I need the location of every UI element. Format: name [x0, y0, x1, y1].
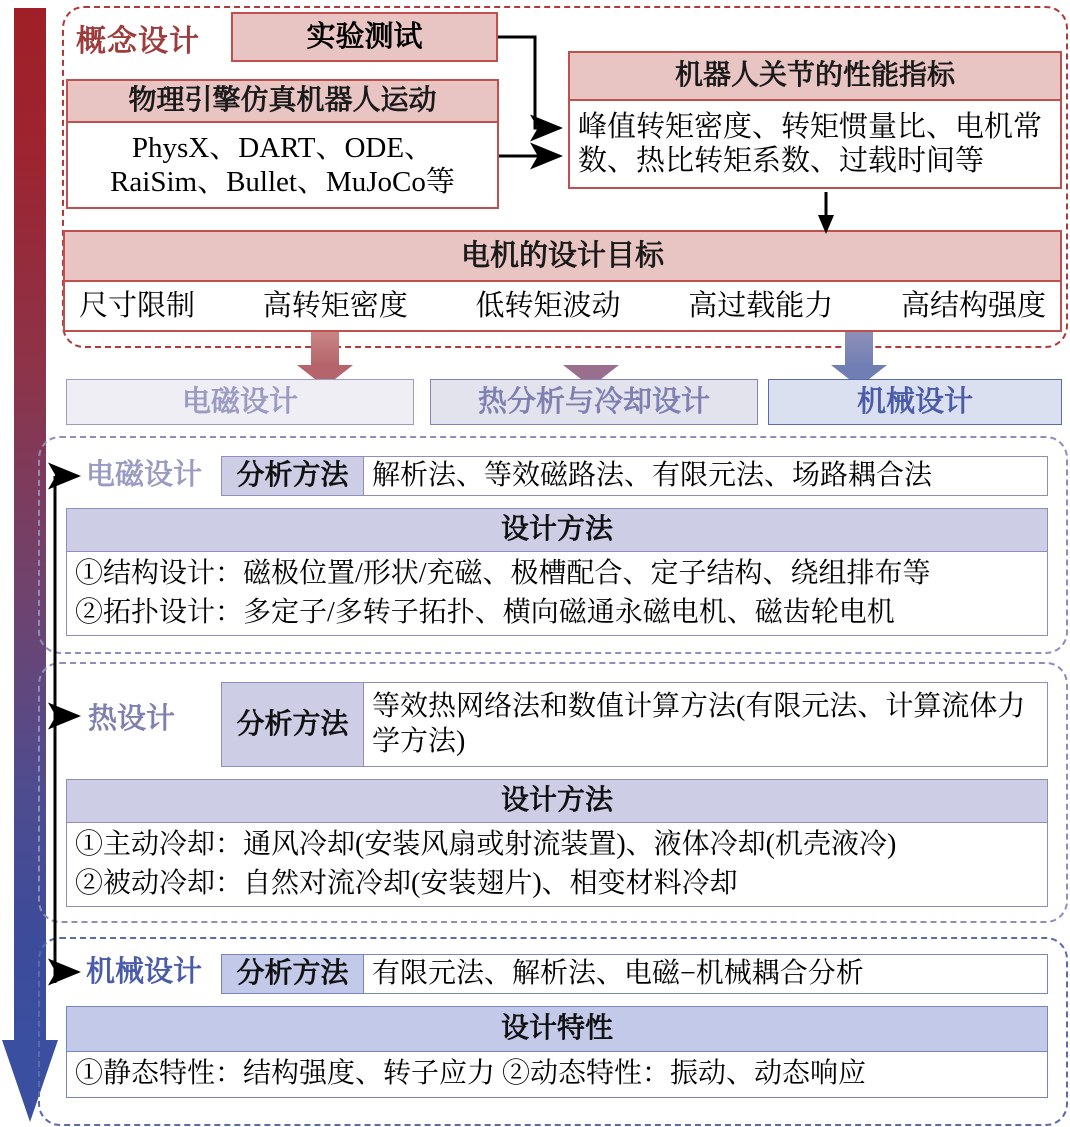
physics-engine-header: 物理引擎仿真机器人运动 — [68, 81, 497, 123]
design-method-header-electromagnetic: 设计方法 — [67, 509, 1047, 552]
motor-design-goal-box — [63, 230, 1062, 332]
design-method-lines-electromagnetic — [67, 552, 1047, 635]
stage-arrow-mechanical — [831, 332, 887, 382]
physics-engine-body: PhysX、DART、ODE、RaiSim、Bullet、MuJoCo等 — [110, 131, 455, 198]
analysis-method-label-mechanical: 分析方法 — [221, 954, 364, 994]
joint-metrics-box — [568, 51, 1062, 189]
design-method-line: ①结构设计：磁极位置/形状/充磁、极槽配合、定子结构、绕组排布等 — [75, 558, 931, 589]
section-label-mechanical: 机械设计 — [86, 956, 203, 988]
analysis-method-text-mechanical: 有限元法、解析法、电磁−机械耦合分析 — [364, 954, 1048, 994]
design-characteristics-lines-mechanical — [67, 1052, 1047, 1097]
motor-design-goal-items — [65, 282, 1060, 330]
design-method-line: ①主动冷却：通风冷却(安装风扇或射流装置)、液体冷却(机壳液冷) — [75, 829, 897, 860]
analysis-method-label-electromagnetic: 分析方法 — [221, 456, 364, 496]
design-goal-item: 高转矩密度 — [262, 289, 408, 322]
design-goal-item: 低转矩波动 — [475, 289, 621, 322]
design-method-box-thermal — [66, 779, 1048, 907]
stage-chip-electromagnetic[interactable]: 电磁设计 — [66, 379, 414, 425]
design-method-header-thermal: 设计方法 — [67, 780, 1047, 823]
section-label-electromagnetic: 电磁设计 — [86, 459, 203, 491]
analysis-method-label-thermal: 分析方法 — [221, 682, 364, 767]
joint-metrics-body: 峰值转矩密度、转矩惯量比、电机常数、热比转矩系数、过载时间等 — [578, 110, 1043, 177]
physics-engine-box — [66, 79, 499, 209]
experiment-test-box: 实验测试 — [231, 12, 498, 62]
stage-arrow-thermal — [563, 332, 619, 382]
design-goal-item: 尺寸限制 — [79, 289, 196, 322]
design-method-box-electromagnetic — [66, 508, 1048, 636]
section-label-thermal: 热设计 — [88, 703, 176, 735]
design-method-lines-thermal — [67, 823, 1047, 906]
analysis-method-text-thermal: 等效热网络法和数值计算方法(有限元法、计算流体力学方法) — [364, 682, 1048, 767]
stage-chip-mechanical[interactable]: 机械设计 — [768, 379, 1062, 425]
design-goal-item: 高过载能力 — [688, 289, 834, 322]
joint-metrics-header: 机器人关节的性能指标 — [570, 53, 1060, 101]
design-method-line: ②拓扑设计：多定子/多转子拓扑、横向磁通永磁电机、磁齿轮电机 — [75, 597, 895, 629]
design-method-line: ②被动冷却：自然对流冷却(安装翅片)、相变材料冷却 — [75, 868, 738, 900]
design-characteristics-line: ①静态特性：结构强度、转子应力 ②动态特性：振动、动态响应 — [75, 1058, 867, 1089]
stage-chip-thermal[interactable]: 热分析与冷却设计 — [430, 379, 758, 425]
design-characteristics-header-mechanical: 设计特性 — [67, 1007, 1047, 1052]
concept-design-title: 概念设计 — [76, 25, 200, 58]
design-goal-item: 高结构强度 — [900, 289, 1046, 322]
analysis-method-text-electromagnetic: 解析法、等效磁路法、有限元法、场路耦合法 — [364, 456, 1048, 496]
stage-arrow-electromagnetic — [297, 332, 353, 382]
design-characteristics-box-mechanical — [66, 1006, 1048, 1098]
motor-design-goal-header: 电机的设计目标 — [65, 232, 1060, 282]
